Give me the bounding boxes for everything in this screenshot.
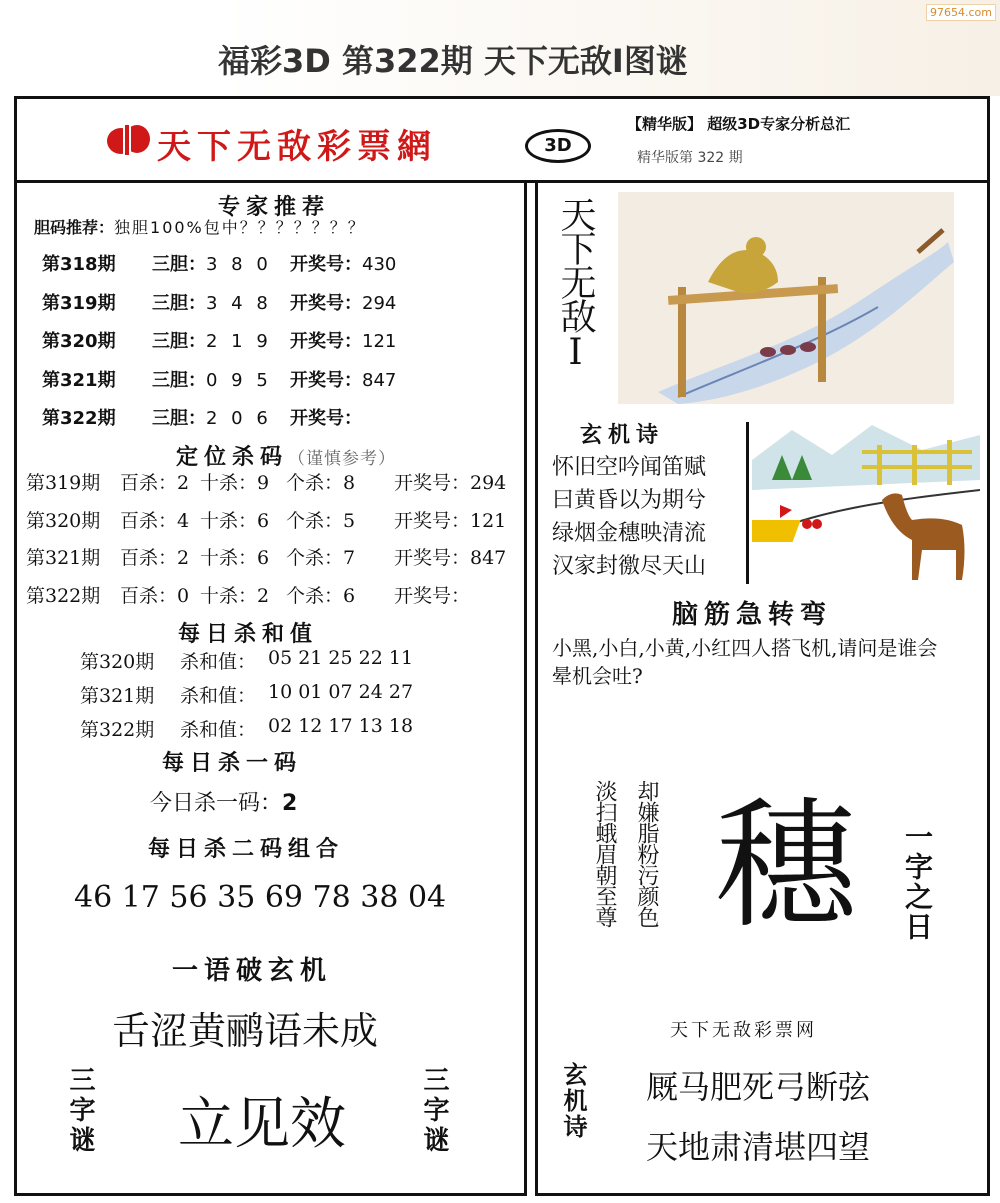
kill-title-text: 定位杀码 (176, 445, 289, 470)
history-dan (152, 404, 272, 430)
vertical-poem-col2: 淡扫蛾眉朝至尊 (592, 780, 617, 927)
sum-title: 每日杀和值 (178, 622, 319, 647)
history-dan-value: 2 1 9 (206, 331, 272, 352)
history-dan-value: 2 0 6 (206, 408, 272, 429)
one-code-line (150, 786, 297, 817)
dan-label: 胆码推荐： (34, 218, 115, 237)
history-draw-value: 847 (362, 369, 397, 391)
kill-title (176, 440, 396, 471)
sum-values: 05 21 25 22 11 (268, 647, 414, 669)
poem-line: 曰黄昏以为期兮 (552, 488, 707, 513)
sum-label: 杀和值： (180, 719, 257, 741)
kill-tens: 十杀：6 (200, 547, 270, 569)
dan-value: 独胆100%包中？？？？？？？ (114, 218, 366, 237)
history-issue: 第322期 (42, 408, 116, 429)
edition-label: 【精华版】 超级3D专家分析总汇 (627, 115, 851, 133)
big-character: 穗 (716, 785, 857, 948)
history-draw-label: 开奖号： (290, 254, 362, 275)
kill-issue: 第321期 (26, 547, 101, 569)
kill-units: 个杀：6 (286, 584, 356, 607)
sum-values: 02 12 17 13 18 (268, 715, 414, 737)
history-dan (152, 250, 272, 276)
kill-draw: 开奖号：847 (394, 547, 507, 569)
logo-text: 天下无敌彩票網 (157, 127, 437, 167)
poem2-line-2: 天地肃清堪四望 (646, 1128, 871, 1166)
history-draw-value: 121 (362, 331, 397, 352)
history-draw-label: 开奖号： (290, 408, 362, 429)
sum-issue: 第321期 (80, 685, 155, 707)
history-dan-value: 3 8 0 (206, 254, 272, 275)
kill-draw: 开奖号：294 (394, 472, 507, 494)
history-dan-label: 三胆： (152, 292, 206, 314)
history-draw-value: 430 (362, 254, 397, 275)
two-code-values: 46 17 56 35 69 78 38 04 (74, 880, 447, 915)
kill-draw: 开奖号： (394, 584, 471, 607)
two-code-title: 每日杀二码组合 (148, 837, 345, 862)
kill-issue: 第319期 (26, 472, 101, 494)
issue-line: 精华版第 322 期 (637, 150, 743, 166)
poem-line: 绿烟金穗映清流 (552, 521, 707, 546)
page-title-bar (0, 0, 1000, 96)
brain-teaser-title: 脑筋急转弯 (672, 600, 833, 630)
history-dan-label: 三胆： (152, 408, 206, 429)
kill-tens: 十杀：6 (200, 509, 270, 532)
kill-units: 个杀：8 (286, 472, 356, 494)
history-draw (290, 404, 362, 430)
poem-divider (746, 422, 749, 584)
sum-issue: 第320期 (80, 651, 155, 673)
kill-draw: 开奖号：121 (394, 509, 507, 532)
horse-landscape-illustration (752, 420, 980, 586)
site-name: 天下无敌彩票网 (670, 1020, 817, 1041)
history-dan-value: 3 4 8 (206, 292, 272, 314)
one-code-title: 每日杀一码 (162, 751, 303, 776)
history-dan-label: 三胆： (152, 254, 206, 275)
history-dan-value: 0 9 5 (206, 369, 272, 391)
history-dan-label: 三胆： (152, 331, 206, 352)
history-draw-label: 开奖号： (290, 369, 362, 391)
sum-label: 杀和值： (180, 685, 257, 707)
poster-header (17, 99, 987, 183)
history-draw (290, 327, 396, 353)
dan-recommend-line (34, 215, 366, 238)
poem-line: 汉家封徼尽天山 (552, 554, 707, 579)
history-draw-value: 294 (362, 292, 397, 314)
sum-issue: 第322期 (80, 719, 155, 741)
one-char-riddle-label: 一字之日 (901, 822, 934, 942)
history-issue: 第319期 (42, 292, 116, 314)
column-divider (524, 183, 538, 1196)
history-draw (290, 250, 396, 276)
kill-note: （谨慎参考） (288, 449, 397, 469)
page-title: 福彩3D 第322期 天下无敌Ⅰ图谜 (218, 42, 688, 80)
lottery-logo-icon (105, 121, 151, 159)
vertical-title: 天下无敌Ⅰ (555, 196, 596, 371)
kill-hundreds: 百杀：2 (120, 547, 190, 569)
riddle-title: 一语破玄机 (172, 956, 333, 986)
history-dan (152, 327, 272, 353)
poem2-line-1: 厩马肥死弓断弦 (646, 1068, 871, 1106)
history-issue: 第321期 (42, 369, 116, 391)
riddle-text: 舌涩黄鹂语未成 (112, 1009, 379, 1053)
history-dan (152, 366, 272, 392)
sum-label: 杀和值： (180, 651, 257, 673)
poem-title: 玄机诗 (580, 423, 665, 448)
three-char-answer: 立见效 (178, 1092, 346, 1157)
badge-3d: 3D (525, 129, 591, 163)
history-draw (290, 289, 396, 315)
kill-hundreds: 百杀：4 (120, 509, 190, 532)
three-char-riddle-right: 三字谜 (419, 1066, 449, 1156)
kill-hundreds: 百杀：2 (120, 472, 190, 494)
watermark: 97654.com (926, 4, 996, 21)
kill-tens: 十杀：9 (200, 472, 270, 494)
history-issue: 第320期 (42, 331, 116, 352)
kill-issue: 第322期 (26, 584, 101, 607)
sum-values: 10 01 07 24 27 (268, 681, 414, 703)
history-dan-label: 三胆： (152, 369, 206, 391)
kill-units: 个杀：7 (286, 547, 356, 569)
history-draw-label: 开奖号： (290, 292, 362, 314)
kill-tens: 十杀：2 (200, 584, 270, 607)
kill-units: 个杀：5 (286, 509, 356, 532)
kill-hundreds: 百杀：0 (120, 584, 190, 607)
brain-teaser-text: 小黑,小白,小黄,小红四人搭飞机,请问是谁会晕机会吐? (552, 636, 938, 688)
vertical-poem-col1: 却嫌脂粉污颜色 (634, 780, 659, 927)
history-draw-label: 开奖号： (290, 331, 362, 352)
three-char-riddle-left: 三字谜 (65, 1066, 95, 1156)
history-draw (290, 366, 396, 392)
expert-title: 专家推荐 (218, 195, 331, 220)
one-code-value: 2 (282, 791, 298, 816)
monkey-bridge-illustration (618, 192, 954, 404)
one-code-label: 今日杀一码： (150, 791, 283, 816)
history-issue: 第318期 (42, 254, 116, 275)
kill-issue: 第320期 (26, 509, 101, 532)
poem-line: 怀旧空吟闻笛赋 (552, 455, 707, 480)
poem2-label: 玄机诗 (559, 1062, 587, 1140)
history-dan (152, 289, 272, 315)
